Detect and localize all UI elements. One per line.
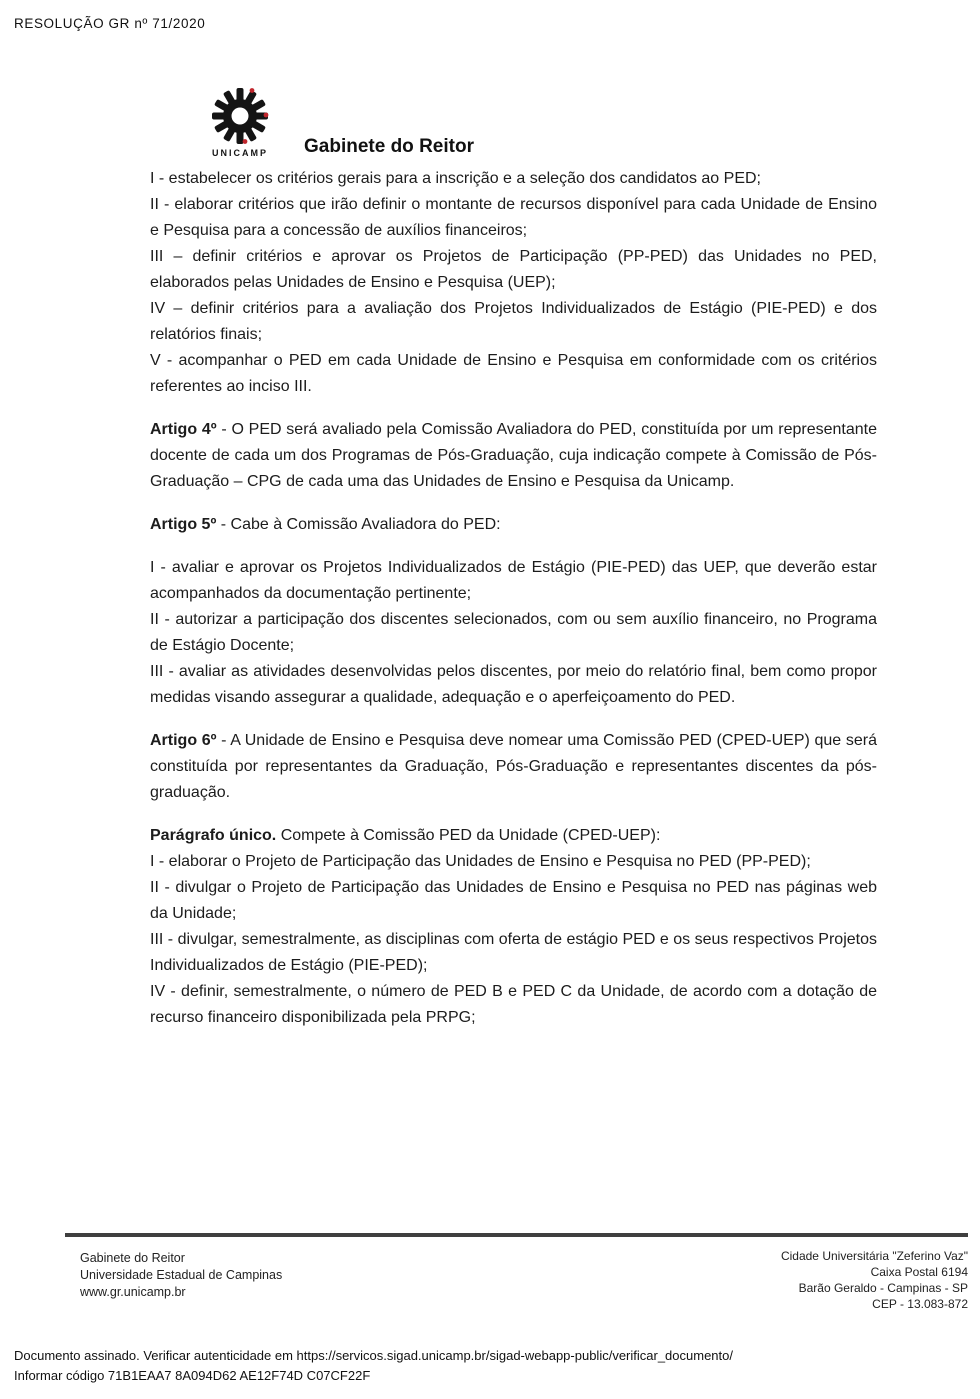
- unicamp-wordmark: UNICAMP: [212, 148, 268, 158]
- inciso-iv: IV – definir critérios para a avaliação dos Projetos Individualizados de Estágio (PIE-PED) e dos relatórios finais;: [150, 300, 877, 343]
- inciso-i: I - estabelecer os critérios gerais para a inscrição e a seleção dos candidatos ao PED;: [150, 170, 761, 187]
- paragrafo-unico-text: Compete à Comissão PED da Unidade (CPED-UEP):: [276, 827, 661, 844]
- artigo-4-text: - O PED será avaliado pela Comissão Avaliadora do PED, constituída por um representante docente de cada um dos Programas de Pós-Graduação, cuja indicação compete à Comissão de Pós-Graduação – CPG de cada uma das Unidades de Ensino e Pesquisa da Unicamp.: [150, 421, 877, 490]
- inciso-ii: II - autorizar a participação dos discentes selecionados, com ou sem auxílio financeiro, no Programa de Estágio Docente;: [150, 611, 877, 654]
- artigo-6-text: - A Unidade de Ensino e Pesquisa deve nomear uma Comissão PED (CPED-UEP) que será constituída por representantes da Graduação, Pós-Graduação e representantes discentes da pós-graduação.: [150, 732, 877, 801]
- inciso-ii: II - elaborar critérios que irão definir o montante de recursos disponível para cada Unidade de Ensino e Pesquisa para a concessão de auxílios financeiros;: [150, 196, 877, 239]
- inciso-i: I - avaliar e aprovar os Projetos Individualizados de Estágio (PIE-PED) das UEP, que deverão estar acompanhados da documentação pertinente;: [150, 559, 877, 602]
- paragrafo-unico-block: [150, 823, 877, 1031]
- artigo-5: [150, 512, 877, 538]
- inciso-iii: III – definir critérios e aprovar os Projetos de Participação (PP-PED) das Unidades no PED, elaborados pelas Unidades de Ensino e Pesquisa (UEP);: [150, 248, 877, 291]
- artigo-5-text: - Cabe à Comissão Avaliadora do PED:: [216, 516, 501, 533]
- artigo-5-label: Artigo 5º: [150, 516, 217, 533]
- paragrafo-unico: [150, 823, 877, 849]
- paragrafo-unico-label: Parágrafo único.: [150, 827, 277, 844]
- footer-po-box: Caixa Postal 6194: [870, 1265, 968, 1279]
- page-title: Gabinete do Reitor: [304, 136, 474, 157]
- footer-campus-name: Cidade Universitária "Zeferino Vaz": [780, 1249, 968, 1263]
- unicamp-emblem-icon: [210, 86, 270, 146]
- unicamp-logo: [202, 86, 278, 158]
- inciso-iv: IV - definir, semestralmente, o número de PED B e PED C da Unidade, de acordo com a dotação de recurso financeiro disponibilizada pela PRPG;: [150, 983, 877, 1026]
- inciso-ii: II - divulgar o Projeto de Participação das Unidades de Ensino e Pesquisa no PED nas páginas web da Unidade;: [150, 879, 877, 922]
- footer-postal-code: CEP - 13.083-872: [872, 1297, 968, 1311]
- footer-city: Barão Geraldo - Campinas - SP: [798, 1281, 968, 1295]
- inciso-iii: III - divulgar, semestralmente, as disciplinas com oferta de estágio PED e os seus respectivos Projetos Individualizados de Estágio (PIE-PED);: [150, 931, 877, 974]
- footer-campus-address: [781, 1248, 968, 1312]
- signature-verification-url: Documento assinado. Verificar autenticidade em https://servicos.sigad.unicamp.br/sigad-webapp-public/verificar_documento/: [14, 1348, 733, 1363]
- artigo-4: [150, 417, 877, 495]
- artigo-6-label: Artigo 6º: [150, 732, 217, 749]
- document-reference: RESOLUÇÃO GR nº 71/2020: [14, 16, 206, 31]
- inciso-iii: III - avaliar as atividades desenvolvidas pelos discentes, por meio do relatório final, bem como propor medidas visando assegurar a qualidade, adequação e o aperfeiçoamento do PED.: [150, 663, 877, 706]
- footer-divider: [65, 1233, 968, 1237]
- footer-office-address: [80, 1250, 282, 1301]
- incisos-iniciais: [150, 166, 877, 400]
- footer-university-name: Universidade Estadual de Campinas: [80, 1268, 283, 1282]
- artigo-6: [150, 728, 877, 806]
- inciso-i: I - elaborar o Projeto de Participação das Unidades de Ensino e Pesquisa no PED (PP-PED);: [150, 853, 811, 870]
- document-body: [150, 166, 877, 1031]
- signature-verification: [14, 1346, 733, 1386]
- footer-website: www.gr.unicamp.br: [80, 1285, 186, 1299]
- inciso-v: V - acompanhar o PED em cada Unidade de Ensino e Pesquisa em conformidade com os critérios referentes ao inciso III.: [150, 352, 877, 395]
- signature-verification-code: Informar código 71B1EAA7 8A094D62 AE12F74D C07CF22F: [14, 1368, 371, 1383]
- artigo-4-label: Artigo 4º: [150, 421, 217, 438]
- incisos-artigo-5: [150, 555, 877, 711]
- footer-office-name: Gabinete do Reitor: [80, 1251, 185, 1265]
